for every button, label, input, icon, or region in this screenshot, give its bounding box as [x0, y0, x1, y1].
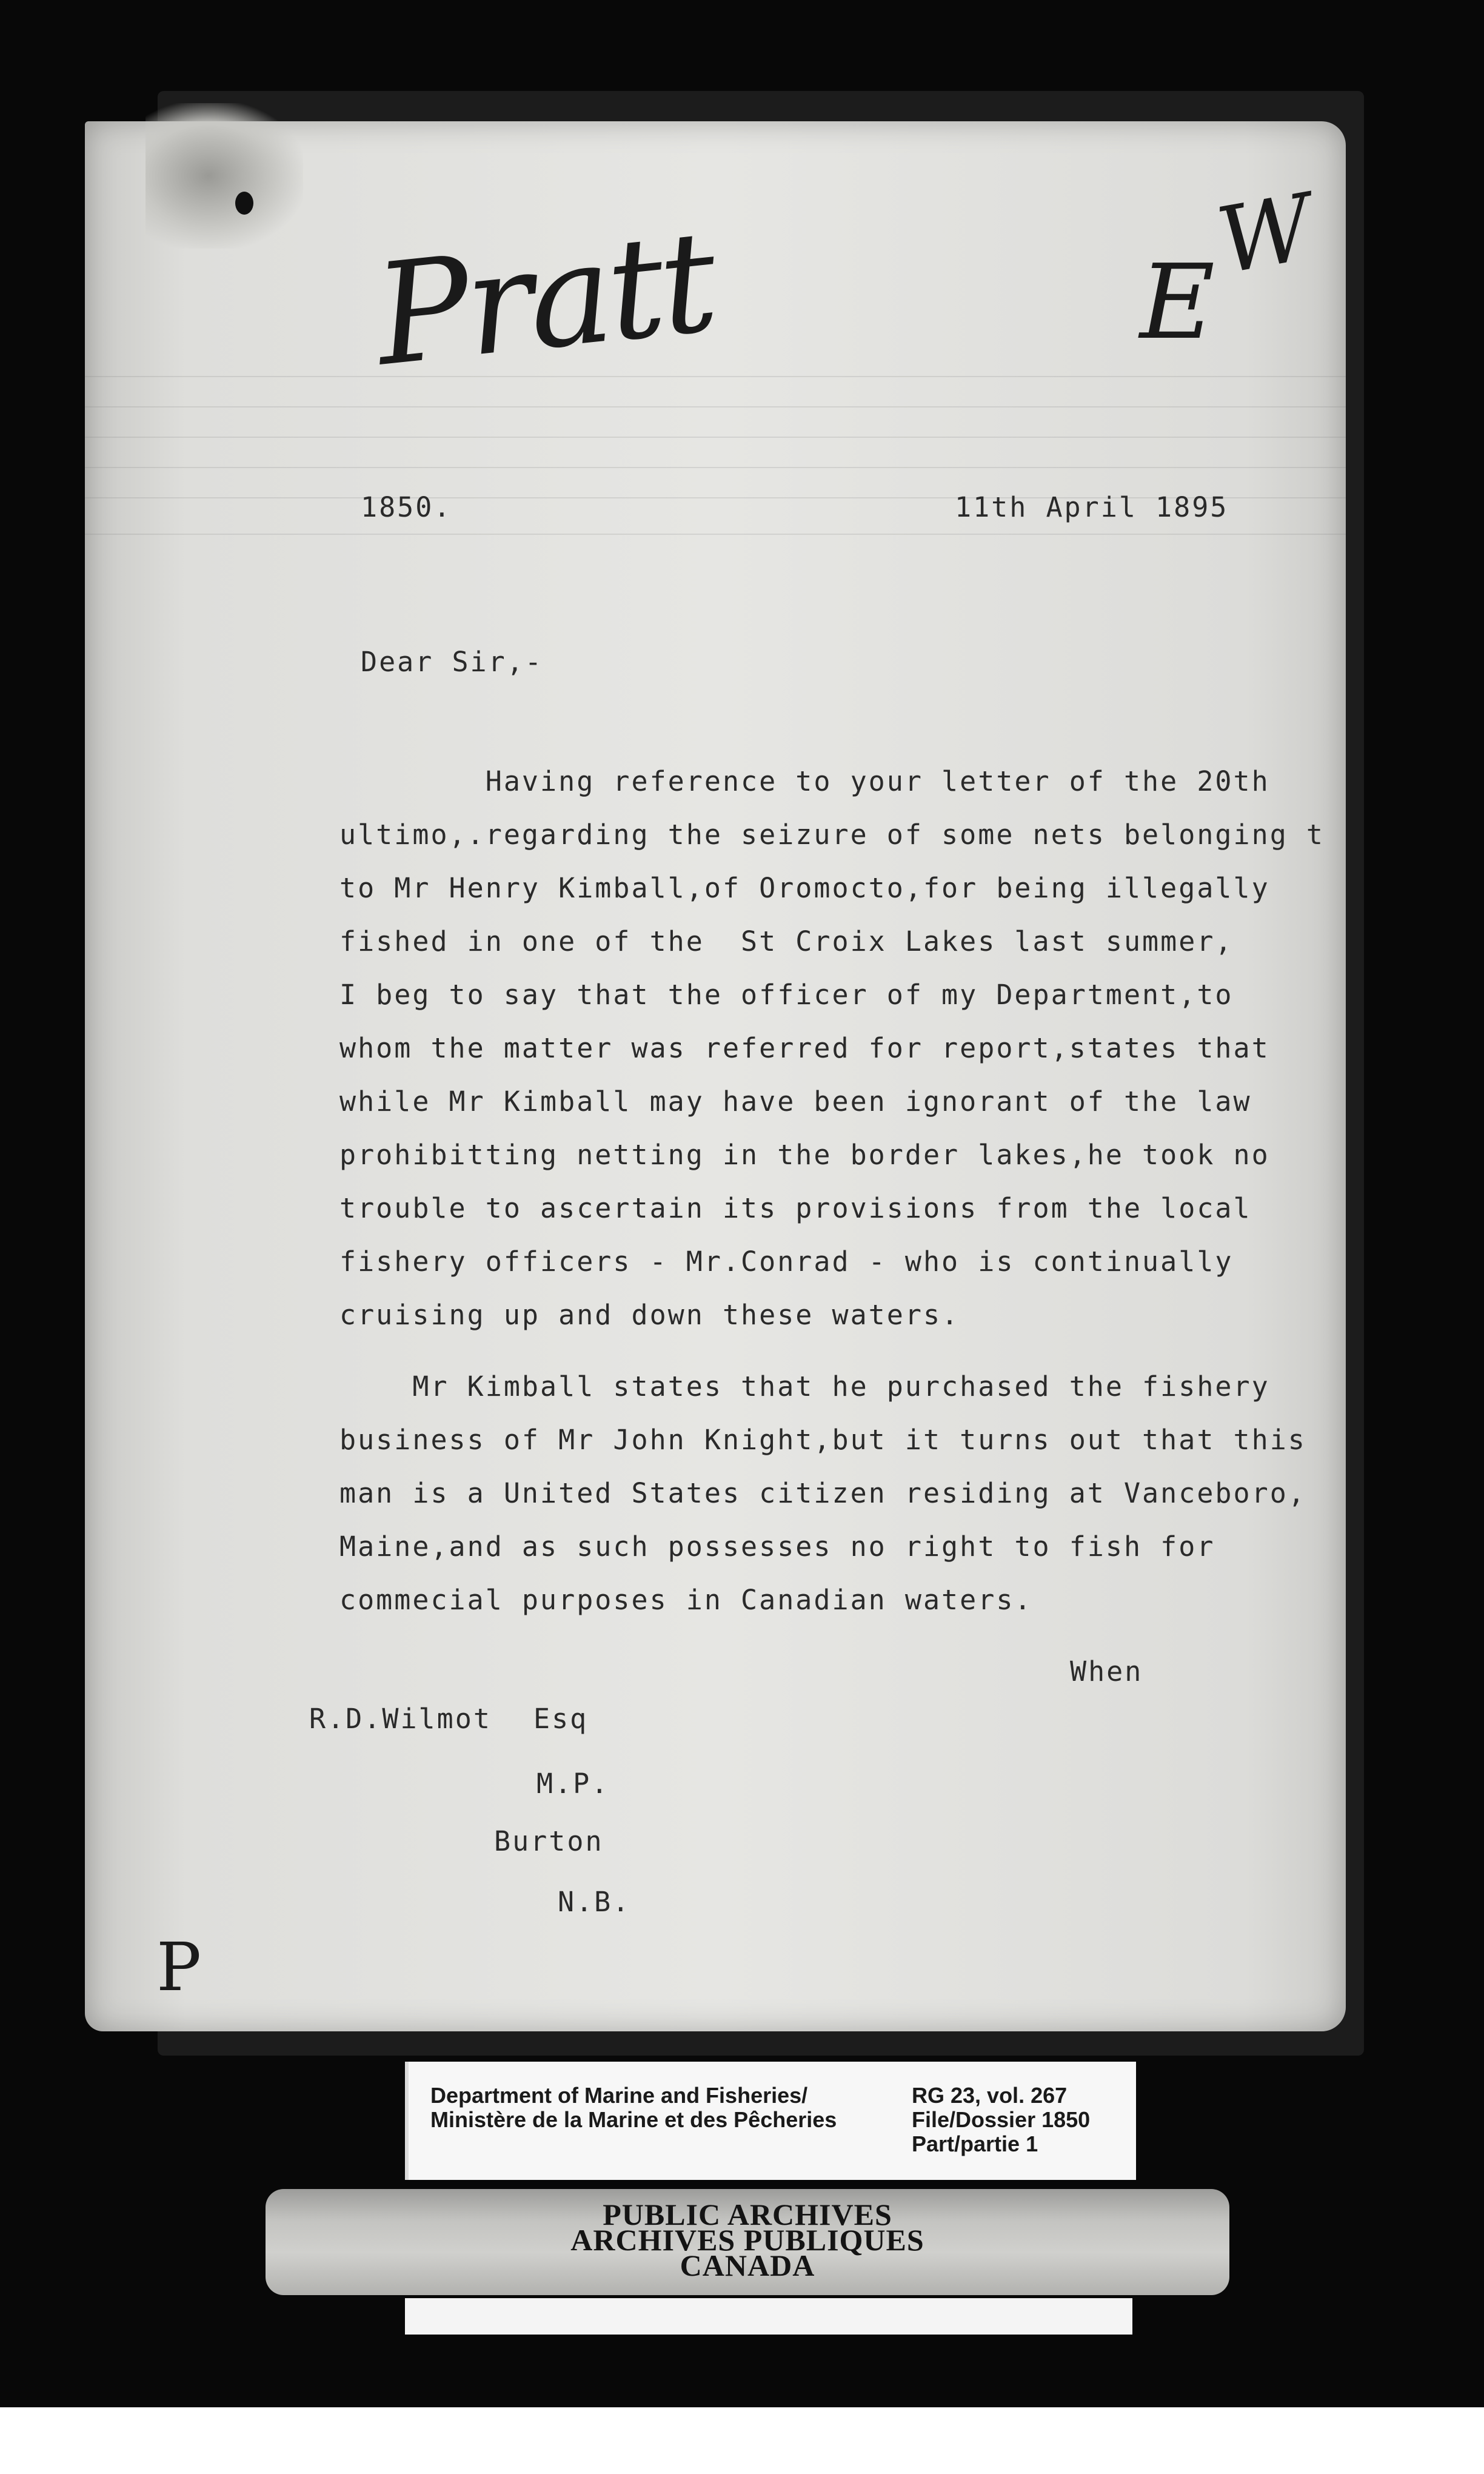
handwritten-mark-right: W [1210, 174, 1321, 295]
addressee-title: M.P. [536, 1768, 610, 1800]
body-line: Maine,and as such possesses no right to fish for [339, 1530, 1215, 1563]
addressee-town: Burton [494, 1825, 604, 1857]
archive-reference-label [405, 2062, 1136, 2180]
stamp-line-3: CANADA [680, 2248, 815, 2282]
letter-page [85, 121, 1346, 2031]
body-line: business of Mr John Knight,but it turns out that this [339, 1424, 1306, 1456]
body-line: I beg to say that the officer of my Department,to [339, 979, 1234, 1011]
body-line: Mr Kimball states that he purchased the fishery [339, 1370, 1270, 1403]
body-line: trouble to ascertain its provisions from the local [339, 1192, 1252, 1224]
body-line: to Mr Henry Kimball,of Oromocto,for being illegally [339, 872, 1270, 904]
bottom-label-strip [405, 2298, 1132, 2335]
stamp-line-1: PUBLIC ARCHIVES [603, 2197, 892, 2231]
addressee-name: R.D.Wilmot [309, 1703, 492, 1735]
letter-date: 11th April 1895 [955, 491, 1229, 523]
body-line: whom the matter was referred for report,states that [339, 1032, 1270, 1064]
record-group: RG 23, vol. 267 [912, 2083, 1068, 2108]
ruled-line [85, 406, 1346, 407]
part-number: Part/partie 1 [912, 2131, 1038, 2156]
department-french: Ministère de la Marine et des Pêcheries [430, 2107, 837, 2132]
stamp-line-2: ARCHIVES PUBLIQUES [570, 2223, 924, 2257]
ruled-line [85, 437, 1346, 438]
body-line: commecial purposes in Canadian waters. [339, 1584, 1033, 1616]
file-dossier: File/Dossier 1850 [912, 2107, 1091, 2132]
body-line: ultimo,.regarding the seizure of some nets belonging t [339, 819, 1325, 851]
body-line: Having reference to your letter of the 20th [339, 765, 1270, 797]
archives-stamp [266, 2189, 1229, 2295]
ruled-line [85, 467, 1346, 468]
handwritten-initial: P [156, 1928, 202, 2006]
addressee-province: N.B. [558, 1886, 631, 1918]
body-line: cruising up and down these waters. [339, 1299, 960, 1331]
addressee-suffix: Esq [533, 1703, 589, 1735]
ruled-line [85, 534, 1346, 535]
body-line: fished in one of the St Croix Lakes last summer, [339, 925, 1234, 957]
corner-smudge [145, 103, 303, 249]
catchword: When [1070, 1655, 1143, 1688]
body-line: prohibitting netting in the border lakes,he took no [339, 1139, 1270, 1171]
department-english: Department of Marine and Fisheries/ [430, 2083, 808, 2108]
handwritten-name: Pratt [368, 201, 721, 398]
body-line: man is a United States citizen residing at Vanceboro, [339, 1477, 1306, 1509]
file-number: 1850. [361, 491, 452, 523]
salutation: Dear Sir,- [361, 646, 543, 678]
body-line: while Mr Kimball may have been ignorant of the law [339, 1085, 1252, 1118]
ruled-line [85, 376, 1346, 377]
punch-hole [235, 192, 253, 215]
handwritten-mark-left: E [1140, 243, 1215, 363]
body-line: fishery officers - Mr.Conrad - who is continually [339, 1245, 1234, 1278]
